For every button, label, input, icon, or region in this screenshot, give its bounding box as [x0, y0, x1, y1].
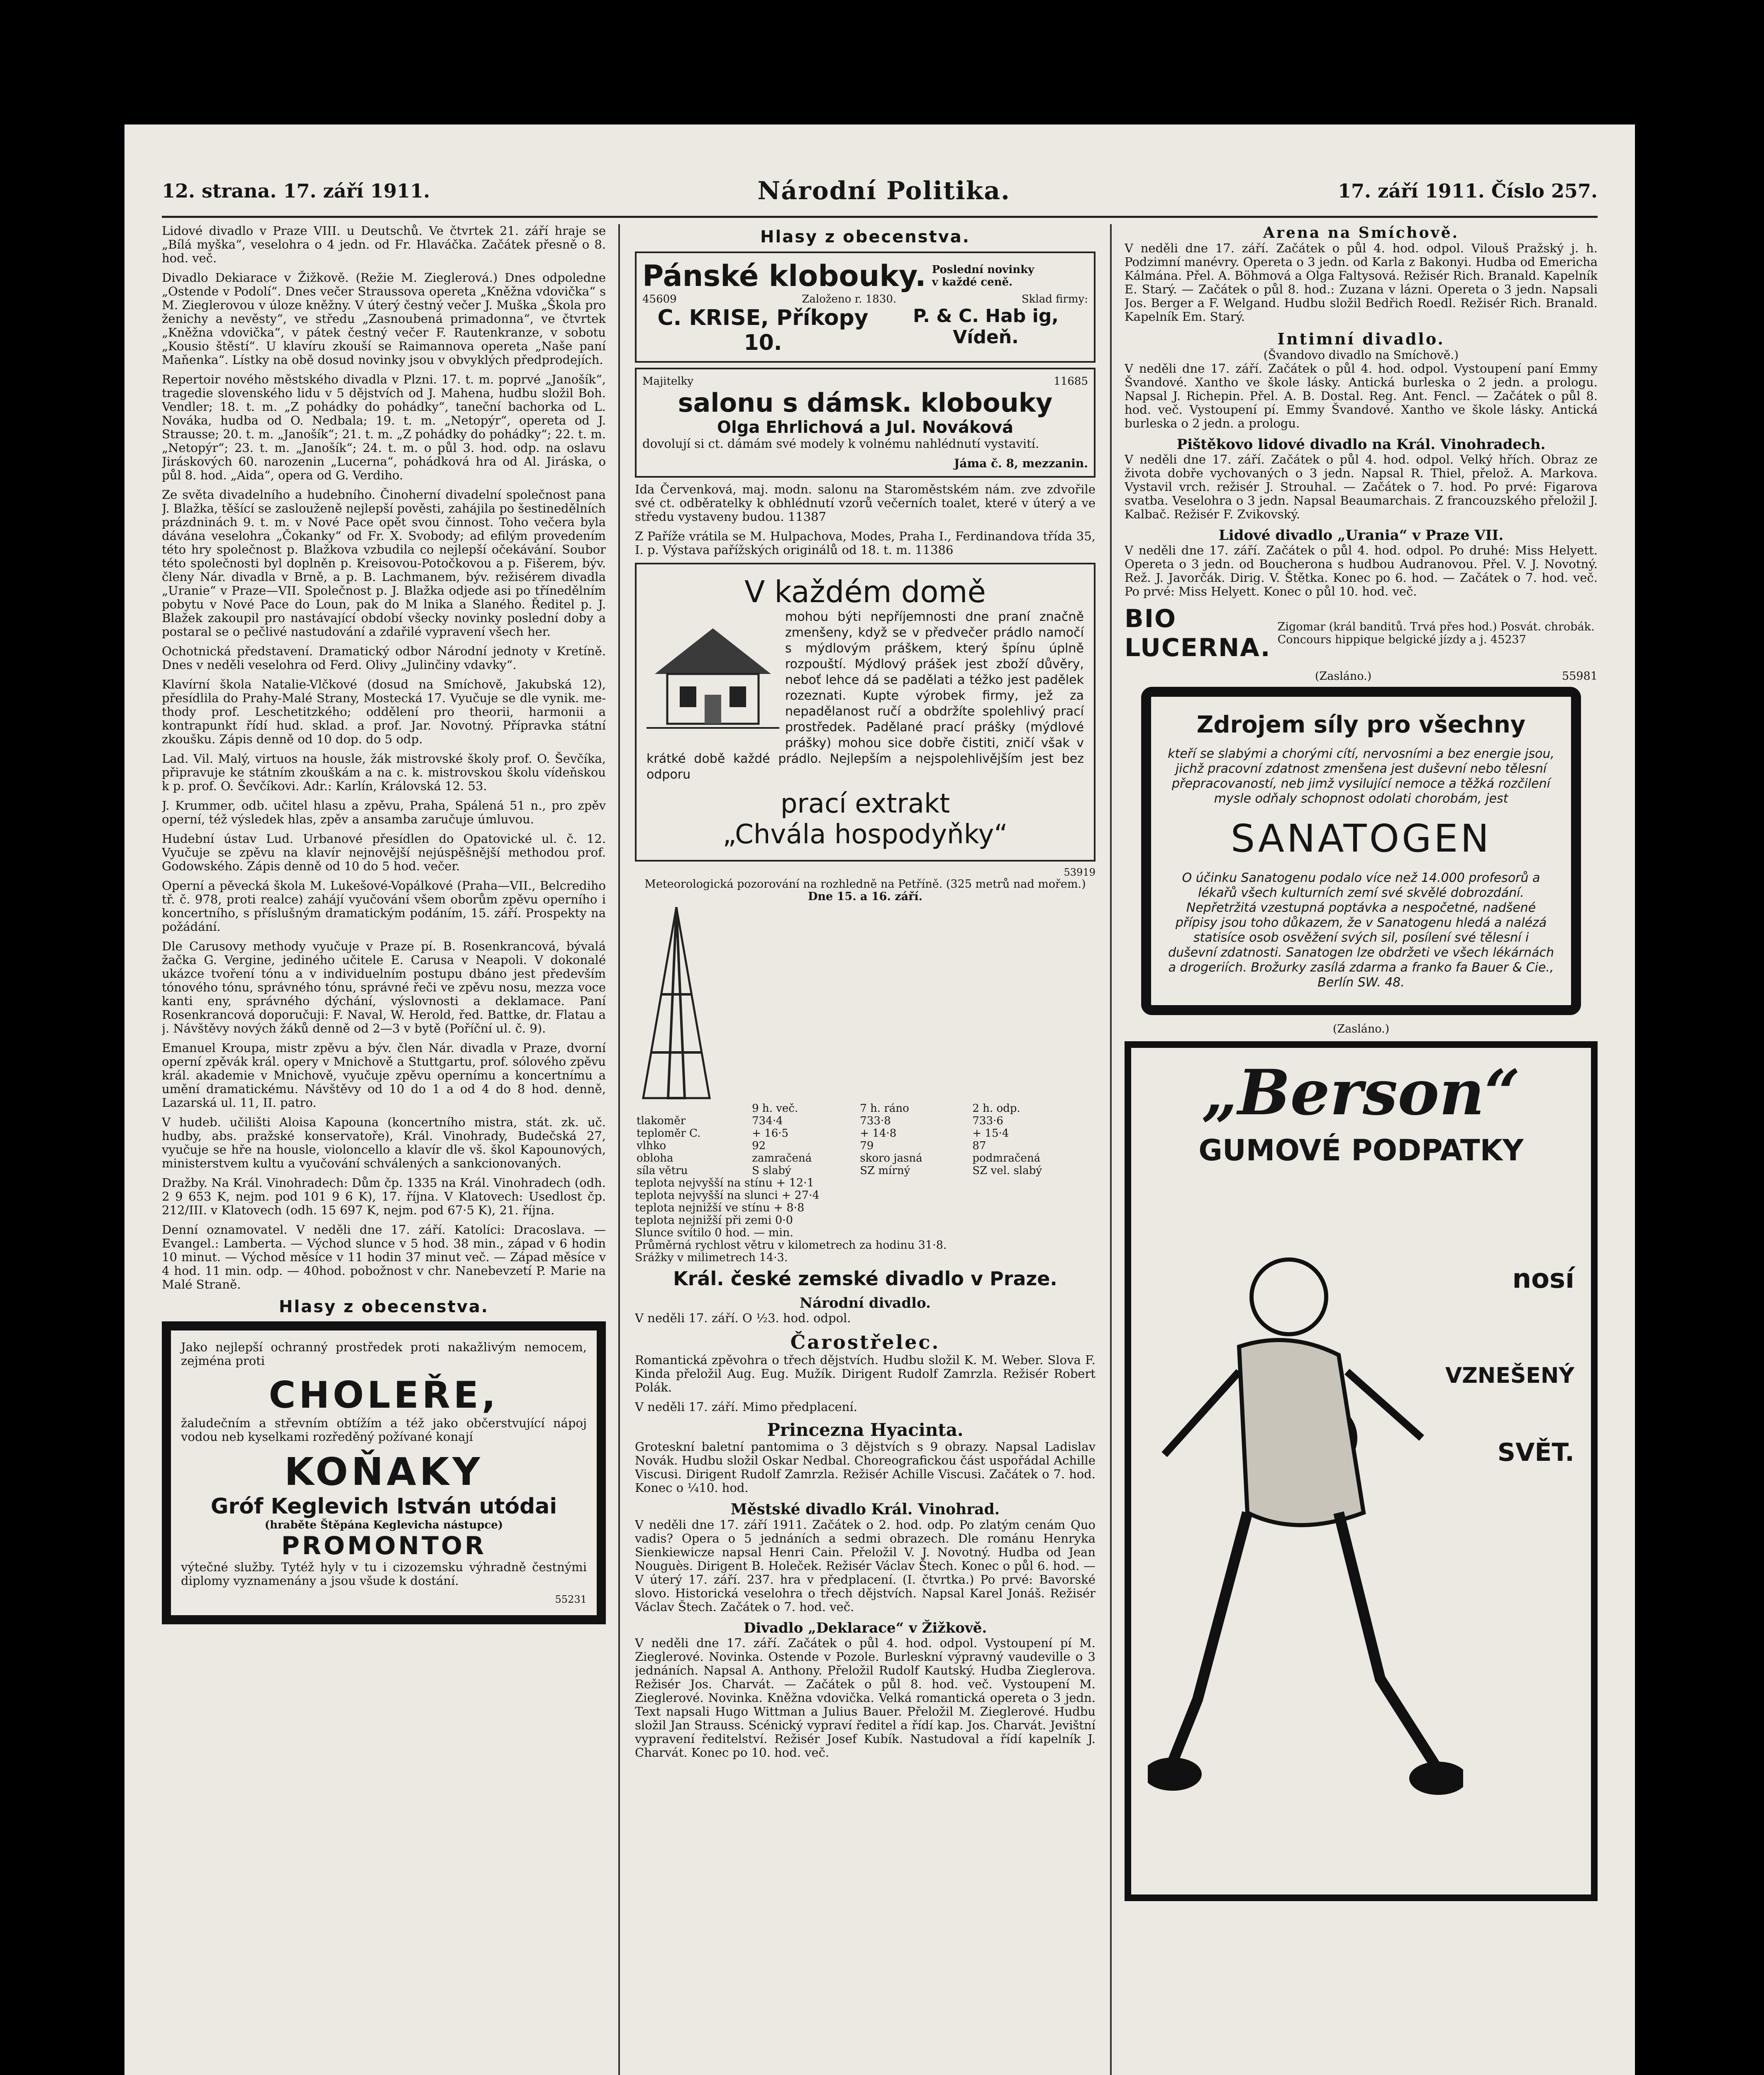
theatre-name: Divadlo „Deklarace“ v Žižkově. — [743, 1620, 987, 1636]
column-divider — [618, 224, 620, 2075]
ad-address: Jámа č. 8, mezzanin. — [954, 456, 1088, 470]
play-title: Čarostřelec. — [790, 1331, 940, 1353]
hat-advertisement — [635, 251, 1095, 363]
notice-cervenkova: Ida Červenková, maj. modn. salonu na Staroměstském nám. zve zdvořile své ct. odběratelky k obhlédnutí vzorů večerních toalet, které v úterý a ve středu vystaveny budou. 11387 — [635, 482, 1095, 524]
weather-table — [635, 1102, 1095, 1177]
sent-in-label: (Zasláno.) — [1332, 1023, 1390, 1035]
theatre-program: V neděli dne 17. září. Začátek o půl 4. hod. odpol. Vystoupení pí M. Zieglerové. Novinka. Ostende v Pozole. Burleskní výpravný vaudeville o 3 jednáních. Napsal A. Anthony. Přeložil Rudolf Kautský. Hudba Zieglerova. Režisér Jos. Charvát. — Začátek o půl 8. hod. več. Vystoupení M. Zieglerové. Novinka. Kněžna vdovička. Velká romantická opereta o 3 jedn. Text napsali Hugo Wittman a Julius Bauer. Přeložil M. Zieglerové. Hudbu složil Jan Strauss. Scénický vypraví ředitel a řídí kap. Jos. Charvát. Jevištní vypravení ředitelství. Režisér Josef Kubík. Nastudoval a řídí kapelník J. Charvát. Konec po 10. hod. več. — [635, 1636, 1095, 1760]
weather-date: Dne 15. a 16. září. — [808, 890, 922, 903]
weather-extra: teplota nejvyšší na slunci + 27·4 — [635, 1189, 820, 1202]
weather-value: + 15·4 — [972, 1127, 1009, 1140]
notice-lidove-divadlo: Lidové divadlo v Praze VIII. u Deutschů. Ve čtvrtek 21. září hraje se „Bílá myška“, veselohra o 4 jedn. od Fr. Hlaváčka. Začátek přesně o 8. hod. več. — [162, 224, 606, 265]
weather-sun: Slunce svítilo 0 hod. — min. — [635, 1226, 793, 1239]
ad-product: prací extrakt — [780, 788, 950, 819]
ad-names: Olga Ehrlichová a Jul. Nováková — [717, 418, 1014, 437]
theatre-program: V neděli dne 17. září. Začátek o půl 4. hod. odpol. Velký hřích. Obraz ze života dobře vychovaných o 3 jedn. Napsal R. Thiel, přelož. A. Markova. Vystavil vrch. režisér J. Strouhal. — Začátek o 7. hod. Po prvé: Figarova svatba. Veselohra o 3 jedn. Napsal Beaumarchais. Z francouzského přeložil J. Kalbač. Režisér F. Zvikovský. — [1125, 452, 1598, 521]
theatre-program: V neděli dne 17. září. Začátek o půl 4. hod. odpol. Vystoupení paní Emmy Švandové. Xantho ve škole lásky. Antická burleska o 2 jedn. a prologu. Napsal J. Richepin. Přel. A. B. Dostal. Reg. Ant. Fencl. — Začátek o půl 8. hod. več. Vystoupení pí. Emmy Švandové. Xantho ve škole lásky. Antická burleska o 2 jedn. a prologu. — [1125, 361, 1598, 430]
ad-label: Sklad firmy: — [1021, 293, 1088, 305]
notice-theatre-world: Ze světa divadelního a hudebního. Činoherní divadelní společnost pana J. Blažka, těšící se zaslouženě nejlepší pověsti, zahájila po šestinedělních prázdninách 9. t. m. v Nové Pace opět svou činnost. Toho večera byla dávána veselohra „Čokanky“ od Fr. X. Svobody; ad efilým provedením této hry společnost p. Blažkova vzbudila co nejlepší očekávání. Soubor této společnosti byl doplněn p. Kreisovou-Potočkovou a p. Fišerem, býv. členy Nár. divadla v Brně, a p. B. Lachmanem, býv. režisérem divadla „Uranie“ v Praze—VII. Společnost p. J. Blažka odjede asi po třínedělním pobytu v Nové Pace do Loun, pak do M lnika a Slaného. Ředitel p. J. Blažek zakoupil pro nastávající období všecky novinky poslední doby a postaral se o pečlivé nastudování a zdařilé vypravení všech her. — [162, 488, 606, 639]
ad-number: 55981 — [1562, 670, 1598, 683]
middle-column — [635, 224, 1095, 2075]
ad-headline: Pánské klobouky. — [642, 259, 926, 293]
notice-caruso-method: Dle Carusovy methody vyučuje v Praze pí. B. Rosenkrancová, bývalá žačka G. Vergine, jediného učitele E. Carusa v Neapoli. V dokonalé ukázce tvoření tónu a v individuelním postupu dbáno jest především tónového tónu, správného tónu, správné řeči ve zpěvu nosu, mezza voce kanti eny, správného dýchání, výslovnosti a deklamace. Paní Rosenkrancová doporučuji: F. Naval, W. Herold, řed. Battke, dr. Flatau a j. Návštěvy nových žáků denně od 2—3 v bytě (Poříční ul. č. 9). — [162, 939, 606, 1035]
weather-rain: Srážky v milimetrech 14·3. — [635, 1251, 788, 1264]
ad-headline: GUMOVÉ PODPATKY — [1198, 1133, 1524, 1167]
weather-value: 734·4 — [752, 1115, 783, 1127]
notice-auctions: Dražby. Na Král. Vinohradech: Dům čp. 1335 na Král. Vinohradech (odh. 2 9 653 K, nejm. pod 101 9 6 K), 17. října. V Klatovech: Usedlost čp. 212/III. v Klatovech (odh. 15 697 K, nejm. pod 67·5 K), 21. října. — [162, 1176, 606, 1217]
weather-time: 9 h. več. — [752, 1102, 798, 1115]
ad-brand: „Berson“ — [1202, 1056, 1520, 1129]
section-heading: Hlasy z obecenstva. — [760, 227, 970, 247]
ad-brand: „Chvála hospodyňky“ — [722, 819, 1008, 850]
play-description: Romantická zpěvohra o třech dějstvích. Hudbu složil K. M. Weber. Slova F. Kinda přeložil Aug. Eug. Mužík. Dirigent Rudolf Zamrzla. Režisér Robert Polák. — [635, 1353, 1095, 1394]
weather-title: Meteorologická pozorování na rozhledně na Petříně. (325 metrů nad mořem.) — [644, 878, 1086, 891]
column-divider — [1110, 224, 1112, 2075]
play-description: Groteskní baletní pantomima o 3 dějstvích s 9 obrazy. Napsal Ladislav Novák. Hudbu složil Oskar Nedbal. Choreografickou část uspořádal Achille Viscusi. Dirigent Rudolf Zamrzla. Režisér Achille Viscusi. Začátek o 7. hod. Konec o ¼10. hod. — [635, 1440, 1095, 1495]
cinema-advertisement — [1125, 604, 1598, 662]
weather-value: S slabý — [752, 1164, 791, 1177]
weather-value: + 14·8 — [860, 1127, 897, 1140]
weather-extra: teplota nejnižší při zemi 0·0 — [635, 1214, 793, 1227]
ad-address: C. KRISE, Příkopy 10. — [657, 305, 869, 355]
theatre-name: Intimní divadlo. — [1277, 330, 1445, 348]
weather-value: SZ vel. slabý — [972, 1164, 1042, 1177]
ad-product: KOŇAKY — [284, 1450, 483, 1494]
ad-number: 53919 — [1064, 867, 1095, 878]
section-heading: Král. české zemské divadlo v Praze. — [673, 1267, 1057, 1290]
weather-label: teploměr C. — [637, 1127, 701, 1140]
ad-text: dovolují si ct. dámám své modely k volnému nahlédnutí vystavití. — [642, 437, 1039, 451]
ad-firm: P. & C. Hab ig, Vídeň. — [913, 305, 1059, 348]
notice-kapoun: V hudeb. učilišti Aloisa Kapouna (koncertního mistra, stát. zk. uč. hudby, abs. pražské konservatoře), Král. Vinohrady, Budečská 27, vyučuje se hře na housle, violoncello a klavír dle vš. škol Kapounových, ministerstvem kultu a vyučování schválených a sankcionovaných. — [162, 1115, 606, 1170]
notice-music-institute: Hudební ústav Lud. Urbanové přesídlen do Opatovické ul. č. 12. Vyučuje se zpěvu na klavír nejnovější nejúspěšnější methodou prof. Godowského. Zápis denně od 10 do 5 hod. večer. — [162, 832, 606, 873]
theatre-time: V neděli 17. září. Mimo předplacení. — [635, 1400, 857, 1414]
ad-text: VZNEŠENÝ — [1445, 1363, 1574, 1388]
theatre-name: Pištěkovo lidové divadlo na Král. Vinohradech. — [1176, 436, 1546, 453]
salon-advertisement — [635, 368, 1095, 478]
notice-deklarace: Divadlo Dekiarace v Žižkově. (Režie M. Zieglerová.) Dnes odpoledne „Ostende v Podolí“. Dnes večer Straussova opereta „Kněžna vdovička“ s M. Zieglerovou v úloze kněžny. V úterý čestný večer J. Muška „Škola pro ženichy a nevěsty“, ve středu „Zasnoubená primadonna“, ve čtvrtek „Kněžna vdovička“, v pátek čestný večer F. Rautenkranze, v sobotu „Kousio štěstí“. U klavíru zkouší se Raimannova opereta „Naše paní Maňenka“. Lístky na obě dosud novinky jsou v obvyklých předprodejích. — [162, 271, 606, 367]
sent-in-label: (Zasláno.) — [1315, 670, 1372, 683]
theatre-subtitle: (Švandovo divadlo na Smíchově.) — [1263, 348, 1459, 362]
ad-number: 11685 — [1054, 375, 1088, 388]
masthead — [162, 166, 1598, 218]
weather-label: vlhko — [637, 1140, 666, 1152]
ad-founded: Založeno r. 1830. — [802, 293, 897, 305]
notice-amateur: Ochotnická představení. Dramatický odbor Národní jednoty v Kretíně. Dnes v neděli veselohra od Ferd. Olivy „Julinčiny vdavky“. — [162, 644, 606, 672]
ad-company: Gróf Keglevich István utódai — [210, 1494, 557, 1519]
weather-wind: Průměrná rychlost větru v kilometrech za hodinu 31·8. — [635, 1239, 947, 1252]
weather-extra: teplota nejvyšší na stínu + 12·1 — [635, 1177, 814, 1189]
newspaper-title: Národní Politika. — [757, 176, 1010, 205]
weather-value: + 16·5 — [752, 1127, 789, 1140]
cinema-logo: BIO LUCERNA. — [1125, 604, 1271, 662]
berson-advertisement — [1125, 1041, 1598, 1901]
petrin-tower-illustration — [635, 903, 718, 1102]
theatre-program: V neděli dne 17. září. Začátek o půl 4. hod. odpol. Po druhé: Miss Helyett. Opereta o 3 jedn. od Boucherona s hudbou Audranovou. Přel. V. J. Novotný. Rež. J. Javorčák. Dirig. V. Štětka. Konec po 6. hod. — Začátek o 7. hod. več. Po prvé: Miss Helyett. Konec o půl 10. hod. več. — [1125, 543, 1598, 598]
ad-brand: SANATOGEN — [1230, 816, 1492, 861]
ad-text: Jako nejlepší ochranný prostředek proti nakažlivým nemocem, zejména proti — [181, 1340, 587, 1368]
notice-krummer: J. Krummer, odb. učitel hlasu a zpěvu, Praha, Spálená 51 n., pro zpěv operní, též výsledek hlas, zpěv a ansamba zaručuje úmluvou. — [162, 798, 606, 826]
ad-headline: CHOLEŘE, — [268, 1374, 499, 1416]
theatre-name: Národní divadlo. — [799, 1295, 931, 1311]
ad-text: nosí — [1512, 1264, 1574, 1294]
ad-text: výtečné služby. Tytéž hyly v tu i cizozemsku výhradně čestnými diplomy vyznamenány a jsou všude k dostání. — [181, 1560, 587, 1588]
ad-label: Majitelky — [642, 375, 694, 388]
ad-company-sub: (hraběte Štěpána Keglevicha nástupce) — [264, 1519, 503, 1531]
notice-daily: Denní oznamovatel. V neděli dne 17. září. Katolíci: Dracoslava. — Evangel.: Lambertа. — Východ slunce v 5 hod. 38 min., západ v 6 hodin 10 minut. — Východ měsíce v 11 hodin 37 minut več. — Západ měsíce v 4 hod. 11 min. odp. — 40hod. pobožnost v chr. Nanebevzetí P. Marie na Malé Straně. — [162, 1223, 606, 1291]
play-title: Princezna Hyacinta. — [767, 1420, 964, 1440]
ad-subline: Poslední novinky v každé ceně. — [932, 264, 1034, 288]
page-number-date: 12. strana. 17. září 1911. — [162, 180, 430, 202]
ad-text: O účinku Sanatogenu podalo více než 14.000 profesorů a lékařů všech kulturních zemí své skvělé dobrozdání. Nepřetržitá vzestupná poptávka a nespočetné, nadšené přípisy jsou toho důkazem, že v Sanatogenu hledá a nalézá statisíce osob osvěžení svých sil, posílení své tělesní i duševní zdatnosti. Sanatogen lze obdržeti ve všech lékárnách a drogeriích. Brožurky zasílá zdarma a franko fa Bauer & Cie., Berlín SW. 48. — [1168, 871, 1554, 990]
ad-text: SVĚT. — [1497, 1438, 1574, 1467]
theatre-program: V neděli dne 17. září 1911. Začátek o 2. hod. odp. Po zlatým cenám Quo vadis? Opera o 5 jednáních a sedmi obrazech. Dle románu Henryka Sienkiewicze napsal Henri Cain. Přeložil V. J. Novotný. Hudba od Jean Nouguès. Dirigent B. Holeček. Režisér Václav Štech. Konec o půl 6. hod. — V úterý 17. září. 237. hra v předplacení. (I. čtvrtka.) Po prvé: Bavorské slovo. Historická veselohra o třech dějstvích. Napsal Karel Jonáš. Režisér Václav Štech. Začátek o 7. hod. več. — [635, 1518, 1095, 1614]
dancing-couple-illustration — [1148, 1222, 1463, 1845]
weather-value: 87 — [972, 1140, 986, 1152]
left-column — [162, 224, 606, 2075]
notice-kroupa: Emanuel Kroupa, mistr zpěvu a býv. člen Nár. divadla v Praze, dvorní operní zpěvák král. opery v Mnichově a Stuttgartu, prof. sólového zpěvu král. akademie v Mnichově, vyučuje zpěvu opernímu a koncertnímu a umění dramatickému. Návštěvy od 10 do 1 a od 4 do 8 hod. denně, Lazarská ul. 11, II. patro. — [162, 1041, 606, 1110]
soap-advertisement — [635, 563, 1095, 862]
ad-text: žaludečním a střevním obtížím a též jako občerstvující nápoj vodou neb kyselkami rozředěný požívané konají — [181, 1416, 587, 1444]
ad-text: kteří se slabými a chorými cítí, nervosními a bez energie jsou, jichž pracovní zdatnost zmenšena jest duševní nebo tělesní přepracovaností, neb jimž vysilující nemoce a těžká rozčilení mysle odňaly schopnost odolati chorobám, jest — [1168, 747, 1554, 806]
weather-value: zamračená — [752, 1152, 812, 1164]
theatre-program: V neděli dne 17. září. Začátek o půl 4. hod. odpol. Vilouš Pražský j. h. Podzimní manévry. Opereta o 3 jedn. od Karla z Bakonyi. Hudba od Emericha Kálmána. Přel. A. Böhmová a Olga Faltysová. Režisér Rich. Branald. Kapelník E. Starý. — Začátek o půl 8. hod.: Zuzana v lázni. Opereta o 3 jedn. Napsali Jos. Berger a F. Welgand. Hudbu složil Bedřich Roedl. Režisér Rich. Branald. Kapelník Em. Starý. — [1125, 241, 1598, 324]
weather-value: 733·6 — [972, 1115, 1003, 1127]
weather-value: skoro jasná — [860, 1152, 922, 1164]
weather-report — [635, 878, 1095, 1264]
theatre-time: V neděli 17. září. O ½3. hod. odpol. — [635, 1311, 851, 1325]
section-heading: Hlasy z obecenstva. — [279, 1297, 489, 1316]
ad-text: mohou býti nepříjemnosti dne praní značně zmenšeny, když se v předvečer prádlo namočí s mýdlovým práškem, který špínu úplně rozpouští. Mýdlový prášek jest zboží důvěry, neboť lehce dá se padělati a téžko jest padělek rozeznati. Kupte výrobek firmy, jež za nepadělanost ručí a obdržíte spolehlivý prací prostředek. Padělané prací prášky (mýdlové prášky) mohou sice dobře čistiti, zničí však v krátké době každé prádlo. Nejlepším a nejspolehlivějším jest bez odporu — [647, 610, 1084, 782]
notice-opera-school: Operní a pěvecká škola M. Lukešové-Vopálkové (Praha—VII., Belcrediho tř. č. 978, proti realce) zahájí vyučování všem oborům zpěvu operního i koncertního, s příslušným dramatickým podáním, 15. září. Prospekty na požádání. — [162, 879, 606, 934]
ad-headline: V každém domě — [744, 574, 986, 609]
right-column — [1125, 224, 1598, 2075]
theatre-name: Lidové divadlo „Urania“ v Praze VII. — [1218, 527, 1504, 544]
notice-piano-school: Klavírní škola Natalie-Vlčkové (dosud na Smíchově, Jakubská 12), přesídlila do Prahy-Malé Strany, Mostecká 17. Vyučuje se dle vynik. methody prof. Leschetitzkého; oddělení pro theorii, harmonii a kontrapunkt řídí hud. sklad. a prof. Jar. Novotný. Přípravka státní zkoušku. Zápis denně od 10 dop. do 5 odp. — [162, 677, 606, 746]
weather-value: 92 — [752, 1140, 766, 1152]
issue-number: 17. září 1911. Číslo 257. — [1338, 180, 1598, 202]
weather-label: tlakoměr — [637, 1115, 686, 1127]
notice-hulpachova: Z Paříže vrátila se M. Hulpachova, Modes, Praha I., Ferdinandova třída 35, I. p. Výstava pařížských originálů od 18. t. m. 11386 — [635, 529, 1095, 557]
notice-plzen-repertoire: Repertoir nového městského divadla v Plzni. 17. t. m. poprvé „Janošík“, tragedie slovenského lidu v 5 dějstvích od J. Mahena, hudbu složil Boh. Vendler; 18. t. m. „Z pohádky do pohádky“, taneční bachorka od L. Nováka, hudba od O. Nedbala; 19. t. m. „Netopýr“, opereta od J. Strausse; 20. t. m. „Janošík“; 21. t. m. „Z pohádky do pohádky“; 22. t. m. „Netopýr“; 23. t. m. „Janošík“; 24. t. m. o půl 3. hod. odp. na oslavu Jiráskových 60. narozenin „Lucerna“, pohádková hra od Al. Jiráska, o půl 8. hod. „Aida“, opera od G. Verdiho. — [162, 372, 606, 482]
weather-value: 733·8 — [860, 1115, 891, 1127]
ad-headline: Zdrojem síly pro všechny — [1196, 711, 1526, 738]
weather-label: síla větru — [637, 1164, 688, 1177]
ad-brand: PROMONTOR — [281, 1531, 487, 1560]
ad-number: 45609 — [642, 293, 677, 305]
weather-value: SZ mírný — [860, 1164, 910, 1177]
weather-time: 2 h. odp. — [972, 1102, 1020, 1115]
theatre-name: Městské divadlo Král. Vinohrad. — [730, 1501, 1000, 1518]
sanatogen-advertisement — [1141, 687, 1581, 1015]
cognac-advertisement — [162, 1321, 606, 1624]
weather-value: podmračená — [972, 1152, 1041, 1164]
cinema-program: Zigomar (král banditů. Trvá přes hod.) Posvát. chrobák. Concours hippique belgické jízdy a j. 45237 — [1277, 620, 1595, 646]
weather-label: obloha — [637, 1152, 673, 1164]
weather-value: 79 — [860, 1140, 874, 1152]
weather-time: 7 h. ráno — [860, 1102, 909, 1115]
newspaper-page — [124, 124, 1635, 2075]
notice-violinist: Lad. Vil. Malý, virtuos na housle, žák mistrovské školy prof. O. Ševčíka, připravuje ke státním zkouškám a na c. k. mistrovskou školu vídeňskou k p. prof. O. Ševčíkovi. Adr.: Karlín, Královská 12. 53. — [162, 752, 606, 793]
ad-number: 55231 — [555, 1594, 587, 1605]
weather-extra: teplota nejnižší ve stínu + 8·8 — [635, 1201, 805, 1214]
house-illustration — [647, 612, 779, 736]
ad-headline: salonu s dámsk. klobouky — [678, 388, 1053, 418]
theatre-name: Arena na Smíchově. — [1263, 224, 1459, 242]
